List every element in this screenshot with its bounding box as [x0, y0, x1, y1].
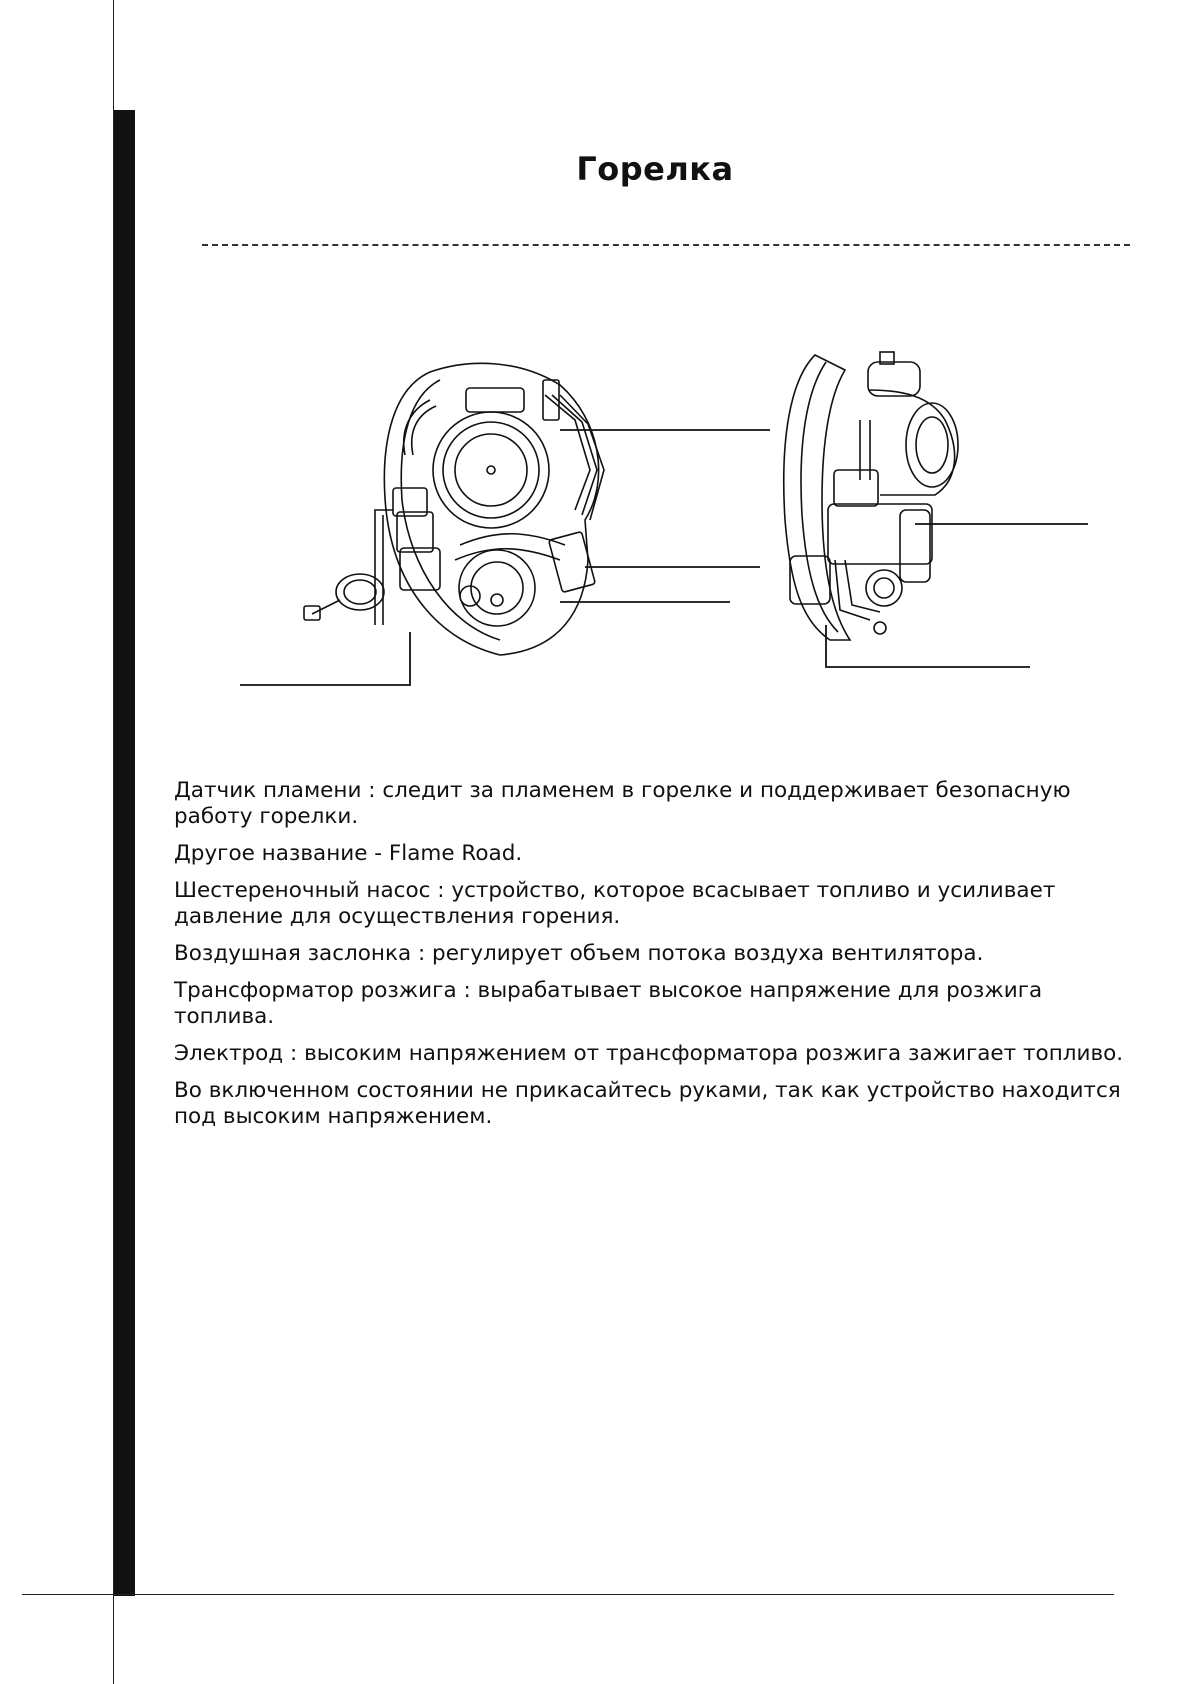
dashed-divider	[202, 244, 1130, 246]
leader-lines	[240, 430, 1088, 685]
paragraph-gear-pump: Шестереночный насос : устройство, которое всасывает топливо и усиливает давление для осуществления горения.	[174, 878, 1056, 929]
paragraph-electrode: Электрод : высоким напряжением от трансформатора розжига зажигает топливо.	[174, 1041, 1124, 1066]
burner-diagram	[0, 320, 1190, 720]
paragraph-flame-sensor: Датчик пламени : следит за пламенем в горелке и поддерживает безопасную работу горелки.	[174, 778, 1071, 829]
paragraph-air-damper: Воздушная заслонка : регулирует объем потока воздуха вентилятора.	[174, 941, 984, 966]
page-title: Горелка	[576, 150, 734, 188]
paragraph-alt-name: Другое название - Flame Road.	[174, 841, 523, 866]
burner-side-view	[784, 352, 958, 640]
paragraph-warning: Во включенном состоянии не прикасайтесь руками, так как устройство находится под высоким напряжением.	[174, 1078, 1121, 1129]
description-text	[174, 778, 1134, 1141]
paragraph-ignition-transformer: Трансформатор розжига : вырабатывает высокое напряжение для розжига топлива.	[174, 978, 1043, 1029]
footer-rule	[22, 1594, 1114, 1595]
burner-front-view	[304, 363, 604, 655]
